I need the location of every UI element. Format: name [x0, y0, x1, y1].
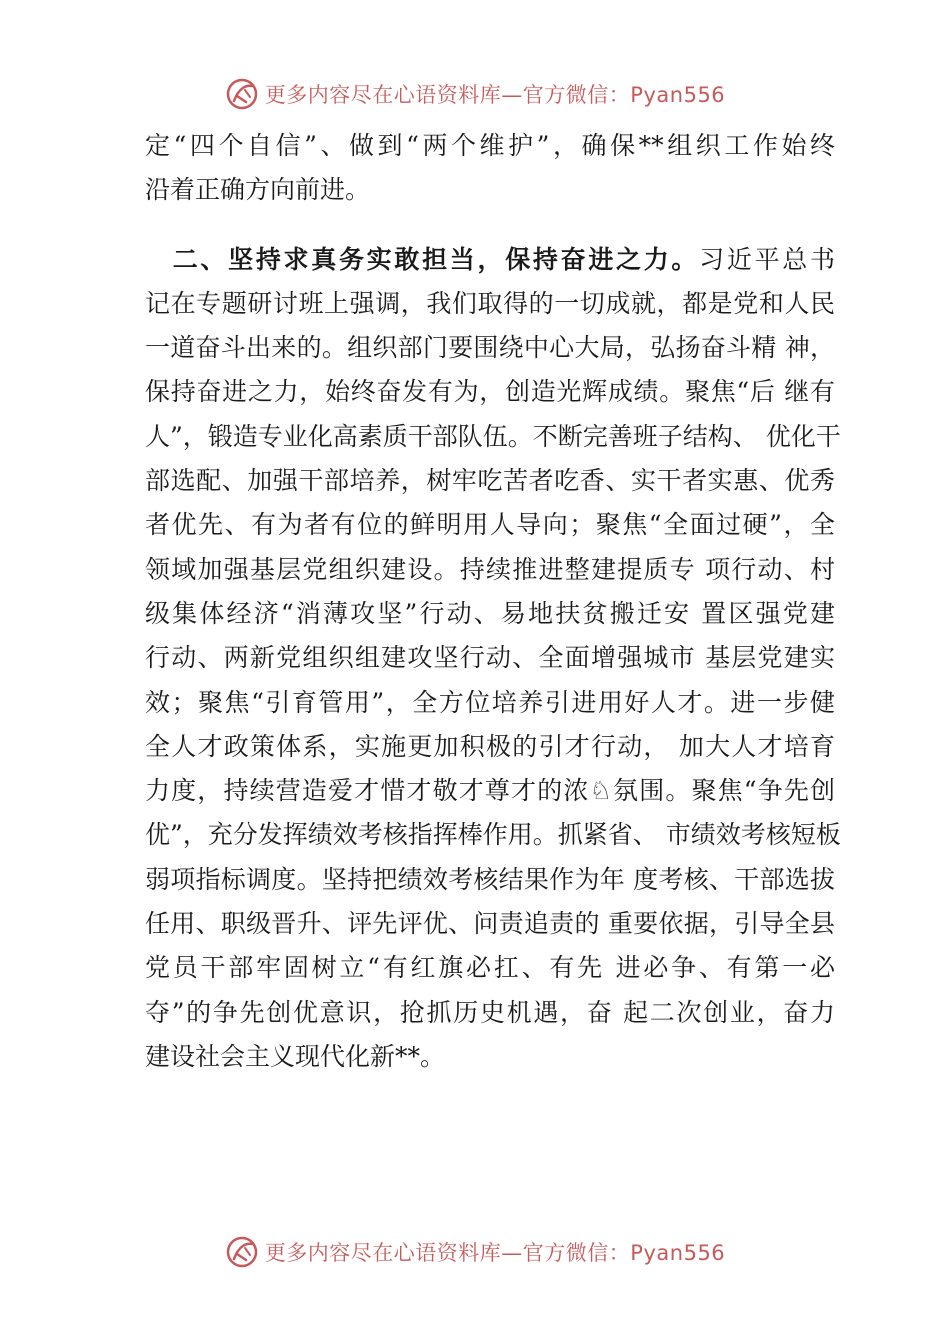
- text-line: 优”，充分发挥绩效考核指挥棒作用。抓紧省、 市绩效考核短板: [145, 820, 841, 850]
- text-line: 领域加强基层党组织建设。持续推进整建提质专 项行动、村: [145, 554, 835, 584]
- text-line: 记在专题研讨班上强调，我们取得的一切成就，都是党和人民: [145, 288, 835, 318]
- footer-watermark: [0, 1232, 950, 1272]
- text-line: 任用、职级晋升、评先评优、问责追责的 重要依据，引导全县: [145, 909, 835, 939]
- text-line: 人”，锻造专业化高素质干部队伍。不断完善班子结构、 优化干: [145, 421, 841, 451]
- text-line: 保持奋进之力，始终奋发有为，创造光辉成绩。聚焦“后 继有: [145, 377, 835, 407]
- text-line: 级集体经济“消薄攻坚”行动、易地扶贫搬迁安 置区强党建: [145, 598, 835, 628]
- text-span: 习近平总书: [699, 244, 835, 274]
- section-heading: 二、坚持求真务实敢担当，保持奋进之力。: [170, 244, 700, 274]
- text-line: 力度，持续营造爱才惜才敬才尊才的浓♘氛围。聚焦“争先创: [145, 776, 835, 806]
- watermark-text: 更多内容尽在心语资料库—官方微信：Pyan556: [264, 1241, 726, 1265]
- brand-logo-icon: [225, 77, 259, 111]
- text-line: 者优先、有为者有位的鲜明用人导向；聚焦“全面过硬”，全: [145, 510, 835, 540]
- text-line: 全人才政策体系，实施更加积极的引才行动， 加大人才培育: [145, 731, 835, 761]
- brand-logo-icon: [225, 1235, 259, 1269]
- text-line: 部选配、加强干部培养，树牢吃苦者吃香、实干者实惠、优秀: [145, 466, 835, 496]
- text-line: 一道奋斗出来的。组织部门要围绕中心大局，弘扬奋斗精 神，: [145, 333, 835, 363]
- section-heading-line: [145, 238, 835, 282]
- text-line: 弱项指标调度。坚持把绩效考核结果作为年 度考核、干部选拔: [145, 864, 835, 894]
- text-line: 建设社会主义现代化新**。: [145, 1041, 446, 1071]
- text-line: 党员干部牢固树立“有红旗必扛、有先 进必争、有第一必: [145, 953, 835, 983]
- text-line: 效；聚焦“引育管用”，全方位培养引进用好人才。进一步健: [145, 687, 835, 717]
- watermark-text: 更多内容尽在心语资料库—官方微信：Pyan556: [264, 83, 726, 107]
- header-watermark: [0, 74, 950, 114]
- document-body: [145, 124, 841, 1079]
- text-line: 定“四个自信”、做到“两个维护”，确保**组织工作始终: [145, 131, 835, 160]
- text-line: 行动、两新党组织组建攻坚行动、全面增强城市 基层党建实: [145, 643, 835, 673]
- text-line: 沿着正确方向前进。: [145, 175, 371, 205]
- text-line: 夺”的争先创优意识，抢抓历史机遇，奋 起二次创业，奋力: [145, 997, 835, 1027]
